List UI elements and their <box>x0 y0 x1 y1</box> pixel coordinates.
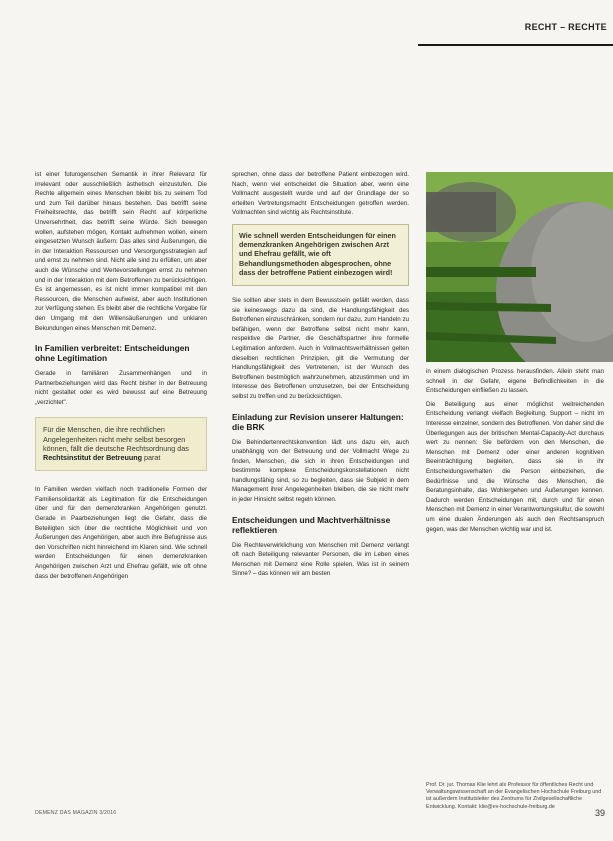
body-paragraph: Die Beteiligung aus einer möglichst weitreichenden Entscheidung verlangt vielfach Begleitung. Support – nicht im Interesse einzelner, sondern des Betroffenen. Von daher sind die Überlegungen aus der britischen Mental-Capacity-Act durchaus wert zu nennen: Sie befördern von den Menschen, die Menschen mit Demenz oder einer anderen kognitiven Beeinträchtigung begleiten, dass sie in ihr Entscheidungsverhalten die Person einbeziehen, die Bedürfnisse und die Wünsche des Menschen, die Beratungsinhalte, das Wohlergehen und Äußerungen kennen. Dadurch werden Entscheidungen mit, durch und für einen Menschen mit Demenz in einer Verantwortungskultur, die sowohl um eine dualen Änderungen als auch den Rechtsanspruch gegen, was der Menschen wichtig war und ist. <box>426 400 604 533</box>
bench-photo-illustration <box>426 172 613 362</box>
page-number: 39 <box>594 808 605 818</box>
section-tag: RECHT – RECHTE <box>524 22 607 32</box>
article-column-1 <box>35 170 207 585</box>
bench-photo <box>426 172 613 362</box>
footer-publication: DEMENZ DAS MAGAZIN 3/2016 <box>35 810 117 816</box>
author-caption: Prof. Dr. jur. Thomas Klie lehrt als Professor für öffentliches Recht und Verwaltungswissenschaft an der Evangelischen Hochschule Freiburg und ist außerdem Institutsleiter des Zentrums für Zivilgesellschaftliche Entwicklung. Kontakt: klie@ev-hochschule-freiburg.de <box>426 782 602 810</box>
pull-quote: Wie schnell werden Entscheidungen für einen demenzkranken Angehörigen zwischen Arzt und Ehefrau gefällt, wie oft Behandlungsmethoden abgesprochen, ohne dass der betroffene Patient einbezogen wird! <box>232 224 409 286</box>
subheading-families: In Familien verbreitet: Entscheidungen ohne Legitimation <box>35 343 190 364</box>
info-callout <box>35 417 207 471</box>
callout-emphasis: Rechtsinstitut der Betreuung <box>43 453 143 463</box>
body-paragraph: Die Rechteverwirklichung von Menschen mit Demenz verlangt oft nach Beteiligung relevanter Personen, die im Leben eines Menschen mit Demenz eine Rolle spielen. Was ist in seinem Sinne? – das können wir am besten <box>232 541 409 578</box>
body-paragraph: ist einer futurogenschen Semantik in ihrer Relevanz für irrelevant oder ausschließlich ästhetisch einzustufen. Die Rechte allgemein eines Menschen bleibt bis zu seinem Tod und zum Teil darüber hinaus bestehen. Das betrifft seine Freiheitsrechte, das betrifft sein Recht auf körperliche Unversehrtheit, das betrifft seine Würde. Sich bewegen wollen, aufstehen mögen, Kontakt aufnehmen wollen, einem eingesetzten Wunsch äußern: Das alles sind Äußerungen, die in der Interaktion Ressourcen und Versorgungsstrategien auf und ernst zu nehmen sind. Nicht alle sind zu erfüllen, um aber auch die Wünsche und Wertevorstellungen ernst zu nehmen und in der Interaktion mit dem Betroffenen zu berücksichtigen. Es ist angemessen, es ist nicht immer kompatibel mit den Ressourcen, die Menschen aufweist, aber auch Institutionen zur Verfügung stehen. Es bleibt aber die rechtliche Vorgabe für den Umgang mit den Willensäußerungen und unklaren Bekundungen eines Menschen mit Demenz. <box>35 171 207 332</box>
article-column-2 <box>232 170 409 583</box>
article-column-3 <box>426 367 604 538</box>
subheading-revision: Einladung zur Revision unserer Haltungen: die BRK <box>232 411 404 432</box>
body-paragraph: in einem dialogischen Prozess herausfinden. Allein steht man schnell in der Gefahr, eigene Befindlichkeiten in die Entscheidungen einfließen zu lassen. <box>426 368 604 395</box>
callout-text: Für die Menschen, die ihre rechtlichen Angelegenheiten nicht mehr selbst besorgen können, fällt die deutsche Rechtsordnung das <box>43 425 189 453</box>
body-paragraph: Gerade in familiären Zusammenhängen und in Partnerbeziehungen wird das Recht bisher in der Betreuung nicht gestaltet oder es wird bewusst auf eine Betreuung „verzichtet". <box>35 370 207 406</box>
body-paragraph: Die Behindertenrechtskonvention lädt uns dazu ein, auch unabhängig von der Betreuung und der Vollmacht Wege zu finden, Menschen, die sich in ihren Entscheidungen und bestimmte komplexe Entscheidungskonstellationen nicht handlungsfähig sind, so zu begleiten, dass sie Subjekt in dem Management ihrer Angelegenheiten bleiben, die sie nicht mehr in jeder Hinsicht selbst regeln können. <box>232 438 409 504</box>
body-paragraph: sprechen, ohne dass der betroffene Patient einbezogen wird. Nach, wenn viel entscheidet die Situation aber, wenn eine Vollmacht ausgestellt wurde und auf der Grundlage der so erteilten Vertretungsmacht Entscheidungen getroffen werden. Vollmachten sind wichtig als Rechtsinstitute. <box>232 171 409 217</box>
callout-tail: parat <box>142 453 161 463</box>
body-paragraph: In Familien werden vielfach noch traditionelle Formen der Familiensolidarität als Legitimation für die Entscheidungen über und für den demenzkranken Angehörigen genutzt. Gerade in Paarbeziehungen liegt die Gefahr, dass die Beteiligten sich über die rechtliche Möglichkeit und von Äußerungen des Angehörigen, aber auch ihre Befugnisse aus den Vorschriften nicht hinreichend im Klaren sind. Wie schnell werden Entscheidungen für einen demenzkranken Angehörigen zwischen Arzt und Ehefrau gefällt, wie oft ohne dass der betroffenen Angehörigen <box>35 486 207 580</box>
subheading-power: Entscheidungen und Machtverhältnisse reflektieren <box>232 514 391 535</box>
body-paragraph: Sie sollten aber stets in dem Bewusstsein gefällt werden, dass sie keineswegs dazu da sind, die Handlungsfähigkeit des Betroffenen einzuschränken, sondern nur dazu, zum Handeln zu befähigen, wenn der Betroffene selbst nicht mehr kann, respektive die Partner, die Geschäftspartner ihre formelle Legitimation anfordern. Auch in Vollmachtsverhältnissen gelten dieselben rechtlichen Prinzipien, gilt die Vermutung der Handlungsfähigkeit des Vertretenen, ist der Wunsch des Betroffenen bestmöglich wahrzunehmen, abzustimmen und im Interesse des Betroffenen umzusetzen, bei der Entscheidung selbst zu treffen und zu berücksichtigen. <box>232 296 409 400</box>
